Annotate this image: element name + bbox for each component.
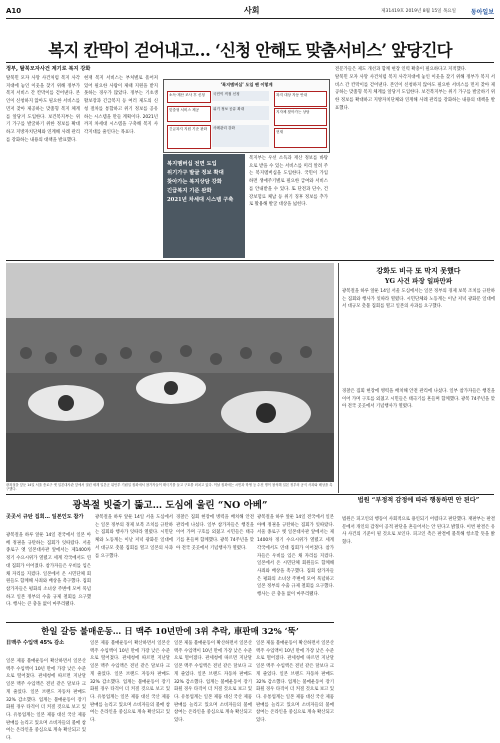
masthead-logo: 동아일보 xyxy=(470,9,494,16)
right-story-title: 강화도 비극 또 막지 못했다 xyxy=(376,266,461,275)
mid-headline: 광복절 빗줄기 뚫고… 도심에 울린 “NO 아베” xyxy=(72,500,268,511)
issue-date: 제31419호 2019년 8월 15일 목요일 xyxy=(381,9,456,14)
info-cell: 국민이 직접 신청 xyxy=(212,91,269,101)
bottom-col2: 일본 제품 불매운동이 확산하면서 일본산 맥주 수입액이 10년 만에 가장 낮은 수준으로 떨어졌다. 관세청에 따르면 지난달 일본 맥주 수입액은 전년 같은 달보다 크게 줄었다. 일본 브랜드 자동차 판매도 32% 감소했다. 업계는 불매운동이 장기화될 경우 타격이 더 커질 것으로 보고 있다. 유통업계는 일본 제품 대신 국산 제품 판매를 늘리고 있으며 소비자들의 불매 참여는 온라인을 중심으로 계속 확산되고 있다. xyxy=(90,641,170,724)
page-number: A10 xyxy=(6,7,22,15)
page-header xyxy=(6,5,494,17)
rally-photo xyxy=(6,263,334,482)
bottom-col1: 일본 제품 불매운동이 확산하면서 일본산 맥주 수입액이 10년 만에 가장 낮은 수준으로 떨어졌다. 관세청에 따르면 지난달 일본 맥주 수입액은 전년 같은 달보다 크게 줄었다. 일본 브랜드 자동차 판매도 32% 감소했다. 업계는 불매운동이 장기화될 경우 타격이 더 커질 것으로 보고 있다. 유통업계는 일본 제품 대신 국산 제품 판매를 늘리고 있으며 소비자들의 불매 참여는 온라인을 중심으로 계속 확산되고 있다. xyxy=(6,659,86,742)
header-rule xyxy=(6,18,494,19)
sidebox-line: 복지멤버십 전면 도입 xyxy=(167,161,217,167)
right-story-text1: 광복절을 하루 앞둔 14일 서울 도심에서는 일본 정부의 경제 보복 조치를 규탄하는 집회와 행사가 잇따라 열렸다. 시민단체와 노동계는 이날 저녁 광화문 일대에서 대규모 촛불 집회를 열고 일본의 사과를 요구했다. xyxy=(342,289,495,310)
info-cell: 지자체 찾아가는 상담 xyxy=(274,108,327,126)
section-rule xyxy=(6,260,494,261)
rally-photo-illustration xyxy=(6,263,334,482)
sidebox-line: 위기가구 발굴 정보 확대 xyxy=(167,170,224,176)
bottom-col4: 일본 제품 불매운동이 확산하면서 일본산 맥주 수입액이 10년 만에 가장 낮은 수준으로 떨어졌다. 관세청에 따르면 지난달 일본 맥주 수입액은 전년 같은 달보다 크게 줄었다. 일본 브랜드 자동차 판매도 32% 감소했다. 업계는 불매운동이 장기화될 경우 타격이 더 커질 것으로 보고 있다. 유통업계는 일본 제품 대신 국산 제품 판매를 늘리고 있으며 소비자들의 불매 참여는 온라인을 중심으로 계속 확산되고 있다. xyxy=(256,641,334,724)
summary-sidebox xyxy=(163,154,245,258)
bottom-headline: 한일 갈등 불매운동… 日 맥주 10년만에 3위 추락, 車판매 32% ‘뚝’ xyxy=(41,627,299,637)
right-story-subhead: YG 사건 파장 일파만파 xyxy=(384,277,453,285)
photo-caption: 광복절을 앞둔 14일 서울 종로구 옛 일본대사관 앞에서 열린 세계 일본군 위안부 기림일 집회에서 참가자들이 태극기를 들고 구호를 외치고 있다. 이날 집회에는 시민과 학생 등 수천 명이 참석해 일본 정부의 공식 사과와 배상을 촉구했다. xyxy=(6,483,333,492)
section-rule xyxy=(6,622,334,623)
article1-col4-cont: 탈북민 모자 사망 사건처럼 복지 사각지대에 놓인 이웃을 찾기 위해 정부가 복지 서비스 간 칸막이를 걷어낸다. 본인이 신청하지 않아도 필요한 서비스를 먼저 찾아 제공하는 맞춤형 복지 체계를 앞당겨 도입한다. 보건복지부는 위기 가구를 발굴하기 위한 정보를 확대하고 지방자치단체와 연계해 사례 관리를 강화하는 내용의 대책을 발표했다. xyxy=(335,75,495,111)
infographic-title: ‘복지멤버십’ 도입 땐 이렇게 xyxy=(220,82,273,87)
info-cell: 현재 xyxy=(274,128,327,148)
right-story-text2: 경찰은 집회 현장에 병력을 배치해 안전 관리에 나섰다. 일부 참가자들은 행진을 이어 가며 구호를 외쳤고 시민들은 태극기를 흔들며 함께했다. 광복 74주년을 맞아 전국 곳곳에서 기념행사가 열렸다. xyxy=(342,389,495,410)
article1-col4: 전문가들은 제도 개선과 함께 현장 인력 확충이 필요하다고 지적했다. xyxy=(335,67,467,72)
info-cell: 맞춤형 서비스 제공 xyxy=(167,106,211,122)
right-lower-text: 법원은 피고인의 행동이 사회적으로 용인되기 어렵다고 판단했다. 재판부는 판결문에서 개인의 감정이 공적 판단을 흔들어서는 안 된다고 밝혔다. 이번 판결은 유사 사건의 기준이 될 것으로 보인다. 피고인 측은 판결에 불복해 항소할 뜻을 밝혔다. xyxy=(342,517,495,546)
article1-col3: 복지부는 우선 소득과 재산 정보를 바탕으로 받을 수 있는 서비스를 미리 알려 주는 복지멤버십을 도입한다. 국민이 가입하면 생애주기별로 필요한 급여와 서비스를 안내받을 수 있다. 또 단전과 단수, 건강보험료 체납 등 위기 징후 정보를 추가로 활용해 발굴 대상을 넓힌다. xyxy=(249,156,328,208)
article3-col4: 광복절을 하루 앞둔 14일 전국에서 일본 아베 정권을 규탄하는 집회가 잇따랐다. 서울 종로구 옛 일본대사관 앞에서는 제1400차 정기 수요시위가 열렸고 세계 각국에서도 연대 집회가 이어졌다. 참가자들은 우비를 입은 채 자리를 지켰다. 일본에서 온 시민단체 회원들도 함께해 사죄와 배상을 촉구했다. 집회 참가자들은 평화의 소녀상 주변에 모여 묵념하고 일본 정부의 수출 규제 철회를 요구했다. 행사는 큰 충돌 없이 마무리됐다. xyxy=(257,515,334,598)
article3-col2: 광복절을 하루 앞둔 14일 서울 도심에서는 일본 정부의 경제 보복 조치를 규탄하는 집회와 행사가 잇따라 열렸다. 시민단체와 노동계는 이날 저녁 광화문 일대에서 대규모 촛불 집회를 열고 일본의 사과를 요구했다. xyxy=(95,515,173,559)
article1-subhead: 정부, 탈북모자사건 계기로 복지 강화 xyxy=(6,66,91,72)
bottom-subhead: 日맥주 수입액 45% 감소 xyxy=(6,640,65,646)
article3-col3: 경찰은 집회 현장에 병력을 배치해 안전 관리에 나섰다. 일부 참가자들은 행진을 이어 가며 구호를 외쳤고 시민들은 태극기를 흔들며 함께했다. 광복 74주년을 맞아 전국 곳곳에서 기념행사가 열렸다. xyxy=(176,515,254,551)
info-cell: 복지 대상 자동 안내 xyxy=(274,91,327,107)
info-cell: 위기 정보 공유 확대 xyxy=(212,106,269,120)
headline-rule xyxy=(6,62,494,63)
right-lower-title: 법원 “부정적 감정에 따라 행동하면 안 된다” xyxy=(357,497,480,504)
sidebox-line: 2021년 차세대 시스템 구축 xyxy=(167,197,234,203)
section-rule xyxy=(6,494,494,495)
bottom-col3: 일본 제품 불매운동이 확산하면서 일본산 맥주 수입액이 10년 만에 가장 낮은 수준으로 떨어졌다. 관세청에 따르면 지난달 일본 맥주 수입액은 전년 같은 달보다 크게 줄었다. 일본 브랜드 자동차 판매도 32% 감소했다. 업계는 불매운동이 장기화될 경우 타격이 더 커질 것으로 보고 있다. 유통업계는 일본 제품 대신 국산 제품 판매를 늘리고 있으며 소비자들의 불매 참여는 온라인을 중심으로 계속 확산되고 있다. xyxy=(174,641,252,724)
section-name: 사회 xyxy=(244,6,260,15)
info-cell: 소득·재산 조사 후 신청 xyxy=(167,91,211,103)
column-divider xyxy=(338,263,339,493)
sidebox-line: 찾아가는 복지상담 강화 xyxy=(167,179,222,185)
info-cell: 사례관리 강화 xyxy=(212,125,269,147)
info-cell: 긴급복지 지원 기준 완화 xyxy=(167,125,211,149)
main-headline: 복지 칸막이 걷어내고… ‘신청 안해도 맞춤서비스’ 앞당긴다 xyxy=(48,41,452,60)
infographic-box xyxy=(163,79,330,153)
article3-col1: 광복절을 하루 앞둔 14일 전국에서 일본 아베 정권을 규탄하는 집회가 잇따랐다. 서울 종로구 옛 일본대사관 앞에서는 제1400차 정기 수요시위가 열렸고 세계 각국에서도 연대 집회가 이어졌다. 참가자들은 우비를 입은 채 자리를 지켰다. 일본에서 온 시민단체 회원들도 함께해 사죄와 배상을 촉구했다. 집회 참가자들은 평화의 소녀상 주변에 모여 묵념하고 일본 정부의 수출 규제 철회를 요구했다. 행사는 큰 충돌 없이 마무리됐다. xyxy=(6,533,91,608)
article1-col1: 탈북민 모자 사망 사건처럼 복지 사각지대에 놓인 이웃을 찾기 위해 정부가 복지 서비스 간 칸막이를 걷어낸다. 본인이 신청하지 않아도 필요한 서비스를 먼저 찾아 제공하는 맞춤형 복지 체계를 앞당겨 도입한다. 보건복지부는 위기 가구를 발굴하기 위한 정보를 확대하고 지방자치단체와 연계해 사례 관리를 강화하는 내용의 대책을 발표했다. xyxy=(6,76,80,143)
article1-col2: 현재 복지 서비스는 부처별로 흩어져 있어 필요한 사람이 제때 지원을 받지 못하는 경우가 많았다. 정부는 기초생활보장과 긴급복지 등 여러 제도의 신청 절차를 통합하고 위기 정보를 공유하는 시스템을 만들 계획이다. 2021년까지 차세대 시스템을 구축해 복지 사각지대를 줄인다는 목표다. xyxy=(84,76,158,135)
sidebox-line: 긴급복지 기준 완화 xyxy=(167,188,212,194)
article3-subhead: 곳곳서 규탄 집회… 일본인도 참가 xyxy=(6,514,84,520)
